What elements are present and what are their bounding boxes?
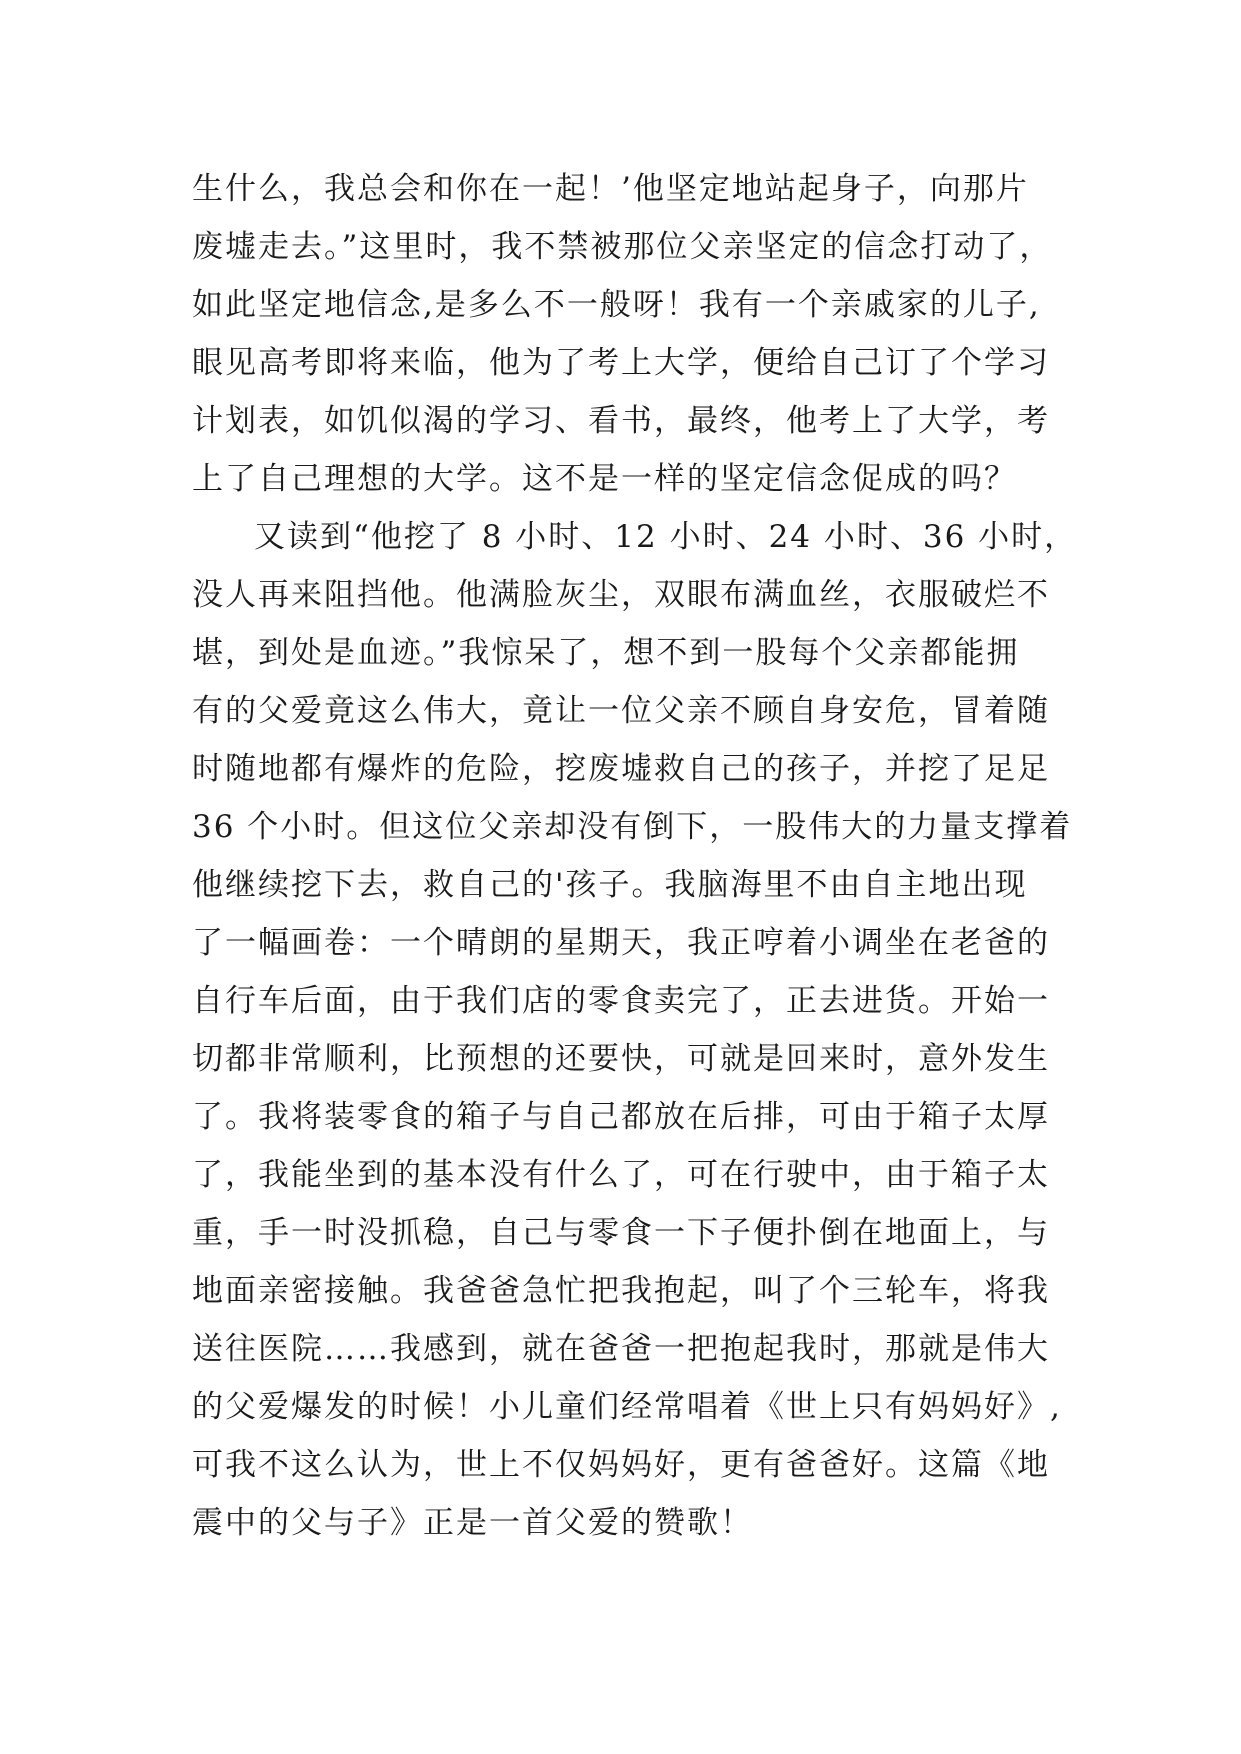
text-line: 送往医院……我感到，就在爸爸一把抱起我时，那就是伟大 <box>192 1331 1050 1367</box>
text-line: 计划表，如饥似渴的学习、看书，最终，他考上了大学，考 <box>192 403 1050 439</box>
document-body <box>192 160 1092 1552</box>
text-line: 堪，到处是血迹。”我惊呆了，想不到一股每个父亲都能拥 <box>192 635 1020 671</box>
text-line: 他继续挖下去，救自己的'孩子。我脑海里不由自主地出现 <box>192 867 1028 903</box>
text-line: 眼见高考即将来临，他为了考上大学，便给自己订了个学习 <box>192 345 1050 381</box>
text-line: 如此坚定地信念,是多么不一般呀！我有一个亲戚家的儿子, <box>192 287 1041 323</box>
text-line: 可我不这么认为，世上不仅妈妈好，更有爸爸好。这篇《地 <box>192 1447 1050 1483</box>
paragraph-2 <box>192 508 1092 1552</box>
text-line: 了一幅画卷：一个晴朗的星期天，我正哼着小调坐在老爸的 <box>192 925 1050 961</box>
text-line: 生什么，我总会和你在一起！’他坚定地站起身子，向那片 <box>192 171 1029 207</box>
text-line: 时随地都有爆炸的危险，挖废墟救自己的孩子，并挖了足足 <box>192 751 1050 787</box>
text-line: 有的父爱竟这么伟大，竟让一位父亲不顾自身安危，冒着随 <box>192 693 1050 729</box>
paragraph-1 <box>192 160 1092 508</box>
text-line: 了。我将装零食的箱子与自己都放在后排，可由于箱子太厚 <box>192 1099 1050 1135</box>
text-line: 震中的父与子》正是一首父爱的赞歌！ <box>192 1505 753 1541</box>
text-line: 了，我能坐到的基本没有什么了，可在行驶中，由于箱子太 <box>192 1157 1050 1193</box>
text-line: 重，手一时没抓稳，自己与零食一下子便扑倒在地面上，与 <box>192 1215 1050 1251</box>
text-line: 地面亲密接触。我爸爸急忙把我抱起，叫了个三轮车，将我 <box>192 1273 1050 1309</box>
text-line: 废墟走去。”这里时，我不禁被那位父亲坚定的信念打动了， <box>192 229 1053 265</box>
text-line: 自行车后面，由于我们店的零食卖完了，正去进货。开始一 <box>192 983 1050 1019</box>
text-line-indented: 又读到“他挖了 8 小时、12 小时、24 小时、36 小时， <box>254 519 1078 555</box>
text-line: 没人再来阻挡他。他满脸灰尘，双眼布满血丝，衣服破烂不 <box>192 577 1050 613</box>
text-line: 的父爱爆发的时候！小儿童们经常唱着《世上只有妈妈好》, <box>192 1389 1062 1425</box>
text-line: 上了自己理想的大学。这不是一样的坚定信念促成的吗？ <box>192 461 1017 497</box>
text-line: 切都非常顺利，比预想的还要快，可就是回来时，意外发生 <box>192 1041 1050 1077</box>
text-line: 36 个小时。但这位父亲却没有倒下，一股伟大的力量支撑着 <box>192 809 1073 845</box>
